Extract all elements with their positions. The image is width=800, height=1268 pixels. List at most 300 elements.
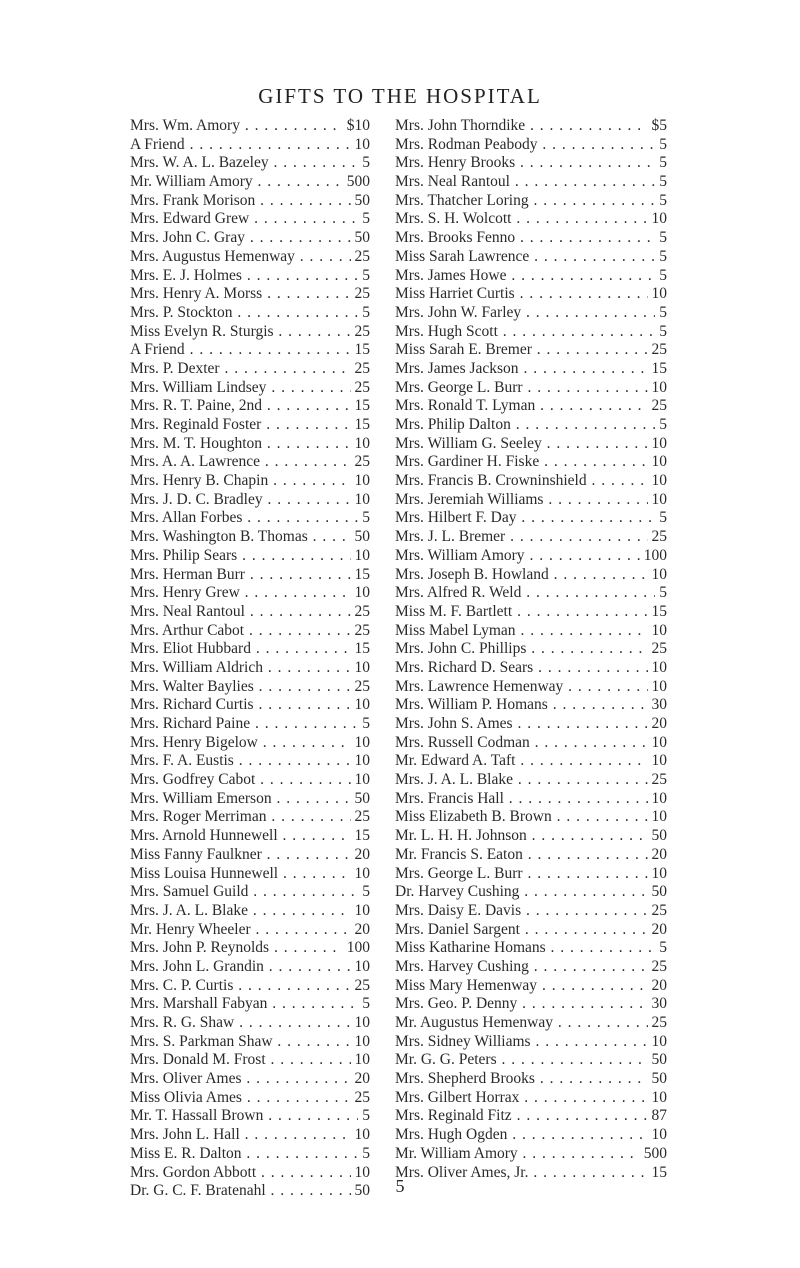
donor-name: Mrs. Henry Grew . . . (130, 584, 370, 603)
donor-name: Mrs. Frank Morison . . . (130, 192, 370, 211)
donor-name: Mrs. Thatcher Loring . . . (395, 192, 667, 211)
donor-row (395, 547, 667, 566)
donor-name: Mrs. Herman Burr . . . (130, 566, 370, 585)
donor-name: Mrs. Daisy E. Davis . . . (395, 902, 667, 921)
donor-row (130, 902, 370, 921)
donor-name: Mrs. William Lindsey . . . (130, 379, 370, 398)
donor-name: Mrs. Henry B. Chapin . . . (130, 472, 370, 491)
donation-amount: 20 (648, 977, 668, 996)
donor-name: Mrs. Alfred R. Weld . . . (395, 584, 667, 603)
donation-amount: 15 (648, 603, 668, 622)
donation-amount: 10 (648, 472, 668, 491)
donor-row (395, 1126, 667, 1145)
donor-name: Mrs. William Emerson . . . (130, 790, 370, 809)
donation-amount: 30 (648, 995, 668, 1014)
donation-amount: 50 (351, 1182, 371, 1201)
donation-amount: 10 (351, 1033, 371, 1052)
donation-amount: 10 (351, 958, 371, 977)
donor-row (395, 659, 667, 678)
donor-row (395, 715, 667, 734)
donation-amount: 5 (655, 173, 667, 192)
donor-name: Mrs. Walter Baylies . . . (130, 678, 370, 697)
donor-name: Mrs. Rodman Peabody . . . (395, 136, 667, 155)
donor-row (130, 1145, 370, 1164)
donor-row (395, 678, 667, 697)
donor-row (395, 397, 667, 416)
donor-row (130, 640, 370, 659)
donation-amount: 25 (648, 771, 668, 790)
donation-amount: 25 (648, 1014, 668, 1033)
donor-row (130, 509, 370, 528)
donation-amount: 10 (648, 435, 668, 454)
donation-amount: 50 (648, 1070, 668, 1089)
donor-name: Mr. Henry Wheeler . . . (130, 921, 370, 940)
donation-amount: 10 (351, 902, 371, 921)
donor-row (395, 603, 667, 622)
donation-amount: 15 (648, 360, 668, 379)
donor-row (395, 528, 667, 547)
donation-amount: 10 (648, 285, 668, 304)
donor-row (395, 379, 667, 398)
donor-name: Mrs. William G. Seeley . . . (395, 435, 667, 454)
donation-amount: 50 (351, 528, 371, 547)
donor-row (130, 827, 370, 846)
page-title: GIFTS TO THE HOSPITAL (258, 84, 542, 108)
donor-row (130, 173, 370, 192)
donation-amount: $5 (648, 117, 668, 136)
donation-amount: 25 (351, 808, 371, 827)
donor-row (395, 267, 667, 286)
donor-name: Mr. Augustus Hemenway . . . (395, 1014, 667, 1033)
donor-row (395, 136, 667, 155)
donor-row (395, 435, 667, 454)
donation-amount: 5 (655, 136, 667, 155)
donation-amount: 10 (351, 734, 371, 753)
donation-amount: 5 (655, 509, 667, 528)
donation-amount: 10 (648, 622, 668, 641)
donation-amount: 10 (648, 453, 668, 472)
donor-name: Mrs. Henry Bigelow . . . (130, 734, 370, 753)
donor-name: Miss Elizabeth B. Brown . . . (395, 808, 667, 827)
donor-row (395, 1070, 667, 1089)
donation-amount: 25 (351, 360, 371, 379)
donation-amount: 20 (351, 846, 371, 865)
donor-row (395, 808, 667, 827)
donor-name: Mrs. Washington B. Thomas . . . (130, 528, 370, 547)
donation-amount: 500 (343, 173, 370, 192)
donor-name: Mrs. Harvey Cushing . . . (395, 958, 667, 977)
donation-amount: 5 (655, 229, 667, 248)
donor-name: Mr. T. Hassall Brown . . . (130, 1107, 370, 1126)
donation-amount: 10 (648, 1126, 668, 1145)
donation-amount: 5 (358, 995, 370, 1014)
donor-name: Mrs. Shepherd Brooks . . . (395, 1070, 667, 1089)
donor-row (130, 603, 370, 622)
donation-amount: 25 (351, 379, 371, 398)
donation-amount: 10 (351, 1164, 371, 1183)
donor-row (395, 248, 667, 267)
donor-row (395, 416, 667, 435)
donor-row (130, 379, 370, 398)
donation-amount: 50 (351, 229, 371, 248)
donor-row (395, 939, 667, 958)
donor-row (130, 734, 370, 753)
donor-name: Mrs. Oliver Ames, Jr. . . . (395, 1164, 667, 1183)
donor-row (395, 154, 667, 173)
donor-row (130, 248, 370, 267)
donor-name: Mrs. Roger Merriman . . . (130, 808, 370, 827)
donor-row (395, 491, 667, 510)
donor-name: Mrs. John P. Reynolds . . . (130, 939, 370, 958)
donor-name: Mrs. John C. Phillips . . . (395, 640, 667, 659)
donation-amount: 15 (351, 341, 371, 360)
donor-row (130, 995, 370, 1014)
donation-amount: 15 (351, 397, 371, 416)
donor-row (130, 435, 370, 454)
donation-amount: 10 (351, 752, 371, 771)
donation-amount: 10 (648, 678, 668, 697)
donor-name: Mrs. S. Parkman Shaw . . . (130, 1033, 370, 1052)
donation-amount: 5 (358, 304, 370, 323)
donor-name: Mrs. John W. Farley . . . (395, 304, 667, 323)
donation-amount: 10 (648, 752, 668, 771)
donor-name: Mrs. F. A. Eustis . . . (130, 752, 370, 771)
donor-row (130, 566, 370, 585)
donor-row (395, 734, 667, 753)
donor-name: A Friend . . . (130, 341, 370, 360)
donor-name: Dr. G. C. F. Bratenahl . . . (130, 1182, 370, 1201)
donation-amount: 30 (648, 696, 668, 715)
donor-row (130, 622, 370, 641)
donor-name: Mrs. George L. Burr . . . (395, 379, 667, 398)
donor-name: Mrs. W. A. L. Bazeley . . . (130, 154, 370, 173)
donor-name: Mrs. Oliver Ames . . . (130, 1070, 370, 1089)
donor-name: Mrs. J. A. L. Blake . . . (395, 771, 667, 790)
donor-row (130, 117, 370, 136)
donation-amount: 10 (648, 566, 668, 585)
donation-amount: 5 (655, 939, 667, 958)
donor-name: Mrs. John L. Grandin . . . (130, 958, 370, 977)
donor-row (395, 883, 667, 902)
donor-row (395, 360, 667, 379)
donor-name: Mr. Francis S. Eaton . . . (395, 846, 667, 865)
donor-row (395, 229, 667, 248)
donor-row (130, 584, 370, 603)
donor-name: Mrs. Gordon Abbott . . . (130, 1164, 370, 1183)
donor-name: Mrs. S. H. Wolcott . . . (395, 210, 667, 229)
donation-amount: 10 (351, 865, 371, 884)
donation-amount: 10 (351, 435, 371, 454)
donor-row (395, 472, 667, 491)
donation-amount: 15 (351, 827, 371, 846)
donor-name: Mrs. William Aldrich . . . (130, 659, 370, 678)
donor-row (130, 1089, 370, 1108)
donor-row (130, 696, 370, 715)
donation-amount: 10 (351, 491, 371, 510)
donor-name: Mrs. Reginald Foster . . . (130, 416, 370, 435)
donor-row (130, 883, 370, 902)
donation-amount: 5 (358, 154, 370, 173)
donor-name: Mrs. E. J. Holmes . . . (130, 267, 370, 286)
donor-row (395, 902, 667, 921)
donor-name: Mrs. Sidney Williams . . . (395, 1033, 667, 1052)
donor-row (130, 192, 370, 211)
donor-name: Mrs. John C. Gray . . . (130, 229, 370, 248)
donor-row (130, 210, 370, 229)
donor-row (130, 491, 370, 510)
donation-amount: 5 (358, 1107, 370, 1126)
donor-name: Mrs. Arnold Hunnewell . . . (130, 827, 370, 846)
donation-amount: 25 (351, 622, 371, 641)
donor-row (130, 341, 370, 360)
donor-row (130, 977, 370, 996)
donation-amount: $10 (343, 117, 370, 136)
donor-name: Mrs. P. Dexter . . . (130, 360, 370, 379)
donor-name: Mrs. William P. Homans . . . (395, 696, 667, 715)
donor-row (395, 846, 667, 865)
donor-row (130, 958, 370, 977)
donation-amount: 25 (351, 977, 371, 996)
donor-name: Mrs. Philip Sears . . . (130, 547, 370, 566)
donor-name: Mrs. J. L. Bremer . . . (395, 528, 667, 547)
donor-row (130, 1070, 370, 1089)
page-number: 5 (395, 1176, 405, 1196)
donation-amount: 10 (648, 1089, 668, 1108)
donor-row (130, 921, 370, 940)
donation-amount: 500 (640, 1145, 667, 1164)
donation-amount: 15 (351, 640, 371, 659)
donor-row (395, 622, 667, 641)
donation-amount: 10 (648, 734, 668, 753)
donor-row (395, 696, 667, 715)
donor-name: Mrs. John Thorndike . . . (395, 117, 667, 136)
donor-name: Mrs. Richard Paine . . . (130, 715, 370, 734)
donor-name: Mrs. Arthur Cabot . . . (130, 622, 370, 641)
donation-amount: 15 (648, 1164, 668, 1183)
donor-name: Mrs. Allan Forbes . . . (130, 509, 370, 528)
donation-amount: 5 (358, 509, 370, 528)
donor-name: Mrs. M. T. Houghton . . . (130, 435, 370, 454)
donation-amount: 25 (351, 323, 371, 342)
donation-amount: 10 (351, 584, 371, 603)
donor-name: Mrs. Richard D. Sears . . . (395, 659, 667, 678)
donation-amount: 100 (343, 939, 370, 958)
donor-name: Mrs. Francis B. Crowninshield . . . (395, 472, 667, 491)
donor-row (395, 285, 667, 304)
donation-amount: 25 (351, 285, 371, 304)
donation-amount: 10 (351, 1051, 371, 1070)
donation-amount: 20 (351, 921, 371, 940)
donation-amount: 20 (351, 1070, 371, 1089)
donor-name: Mrs. Godfrey Cabot . . . (130, 771, 370, 790)
donation-amount: 5 (655, 416, 667, 435)
donor-name: Mrs. Ronald T. Lyman . . . (395, 397, 667, 416)
donor-name: Mrs. George L. Burr . . . (395, 865, 667, 884)
donor-row (395, 827, 667, 846)
donor-name: Mrs. Gilbert Horrax . . . (395, 1089, 667, 1108)
donor-name: Mrs. Russell Codman . . . (395, 734, 667, 753)
donor-name: Mrs. Henry Brooks . . . (395, 154, 667, 173)
donor-row (395, 977, 667, 996)
donor-name: Mr. L. H. H. Johnson . . . (395, 827, 667, 846)
donor-row (130, 678, 370, 697)
donation-amount: 25 (351, 603, 371, 622)
donor-name: Mrs. James Jackson . . . (395, 360, 667, 379)
donor-row (395, 192, 667, 211)
donation-amount: 10 (351, 1126, 371, 1145)
donor-row (130, 939, 370, 958)
donor-name: Mrs. P. Stockton . . . (130, 304, 370, 323)
donor-name: Mrs. Daniel Sargent . . . (395, 921, 667, 940)
donor-name: Miss Louisa Hunnewell . . . (130, 865, 370, 884)
donation-amount: 10 (351, 696, 371, 715)
donor-row (395, 921, 667, 940)
donation-amount: 10 (648, 808, 668, 827)
donor-row (130, 1107, 370, 1126)
donor-name: Miss E. R. Dalton . . . (130, 1145, 370, 1164)
donation-amount: 5 (358, 210, 370, 229)
donor-row (395, 323, 667, 342)
donor-name: Mrs. Gardiner H. Fiske . . . (395, 453, 667, 472)
donor-name: Mrs. Richard Curtis . . . (130, 696, 370, 715)
donation-amount: 5 (358, 267, 370, 286)
donor-name: Mrs. Edward Grew . . . (130, 210, 370, 229)
donor-name: Miss Fanny Faulkner . . . (130, 846, 370, 865)
donor-row (395, 1033, 667, 1052)
donor-name: Mrs. C. P. Curtis . . . (130, 977, 370, 996)
donor-row (395, 341, 667, 360)
donor-row (130, 790, 370, 809)
donor-name: Mrs. J. D. C. Bradley . . . (130, 491, 370, 510)
donor-name: Mrs. A. A. Lawrence . . . (130, 453, 370, 472)
donor-name: Miss Mary Hemenway . . . (395, 977, 667, 996)
donor-row (395, 566, 667, 585)
donation-amount: 25 (648, 640, 668, 659)
donation-amount: 25 (648, 397, 668, 416)
donation-amount: 5 (655, 584, 667, 603)
donor-name: Mrs. John L. Hall . . . (130, 1126, 370, 1145)
donation-amount: 50 (648, 1051, 668, 1070)
donor-name: Miss Katharine Homans . . . (395, 939, 667, 958)
donation-amount: 25 (648, 902, 668, 921)
donor-name: Mrs. Marshall Fabyan . . . (130, 995, 370, 1014)
donor-row (395, 1051, 667, 1070)
donation-amount: 10 (648, 790, 668, 809)
donor-row (395, 210, 667, 229)
donor-row (130, 1126, 370, 1145)
donation-amount: 50 (648, 883, 668, 902)
donor-row (130, 715, 370, 734)
donor-name: Mrs. Reginald Fitz . . . (395, 1107, 667, 1126)
donation-amount: 100 (640, 547, 667, 566)
donor-row (395, 995, 667, 1014)
donor-name: Mrs. Lawrence Hemenway . . . (395, 678, 667, 697)
donor-row (130, 865, 370, 884)
donor-row (130, 659, 370, 678)
donor-name: Mrs. Henry A. Morss . . . (130, 285, 370, 304)
donation-amount: 50 (351, 790, 371, 809)
donation-amount: 10 (648, 491, 668, 510)
donation-amount: 10 (351, 659, 371, 678)
donor-row (130, 528, 370, 547)
donor-name: Mrs. R. G. Shaw . . . (130, 1014, 370, 1033)
donor-name: Mrs. Neal Rantoul . . . (130, 603, 370, 622)
donor-row (395, 865, 667, 884)
donation-amount: 10 (351, 771, 371, 790)
donor-name: Mrs. Brooks Fenno . . . (395, 229, 667, 248)
donor-row (130, 397, 370, 416)
donation-amount: 5 (358, 883, 370, 902)
donor-row (395, 117, 667, 136)
donation-amount: 20 (648, 846, 668, 865)
donor-name: Miss M. F. Bartlett . . . (395, 603, 667, 622)
donation-amount: 15 (351, 416, 371, 435)
donor-row (130, 360, 370, 379)
donation-amount: 50 (648, 827, 668, 846)
donor-name: Mrs. John S. Ames . . . (395, 715, 667, 734)
donation-amount: 5 (655, 248, 667, 267)
donor-name: Miss Olivia Ames . . . (130, 1089, 370, 1108)
donor-name: Mrs. Hugh Ogden . . . (395, 1126, 667, 1145)
donor-row (395, 173, 667, 192)
donor-name: Mr. William Amory . . . (130, 173, 370, 192)
donation-amount: 15 (351, 566, 371, 585)
donor-name: Mrs. William Amory . . . (395, 547, 667, 566)
donor-name: Mrs. Augustus Hemenway . . . (130, 248, 370, 267)
donor-name: Miss Sarah Lawrence . . . (395, 248, 667, 267)
donor-row (130, 1033, 370, 1052)
donation-amount: 25 (351, 453, 371, 472)
donor-row (130, 304, 370, 323)
donation-amount: 20 (648, 715, 668, 734)
donor-name: Miss Sarah E. Bremer . . . (395, 341, 667, 360)
donor-name: Mrs. Francis Hall . . . (395, 790, 667, 809)
donor-name: Mr. William Amory . . . (395, 1145, 667, 1164)
donor-name: Mrs. Samuel Guild . . . (130, 883, 370, 902)
donation-amount: 25 (648, 958, 668, 977)
donor-name: Mrs. R. T. Paine, 2nd . . . (130, 397, 370, 416)
donor-name: Mrs. Geo. P. Denny . . . (395, 995, 667, 1014)
donation-amount: 87 (648, 1107, 668, 1126)
donor-row (395, 1014, 667, 1033)
donor-row (395, 640, 667, 659)
donor-row (130, 267, 370, 286)
donation-amount: 5 (655, 192, 667, 211)
donation-amount: 5 (655, 304, 667, 323)
donation-amount: 25 (648, 341, 668, 360)
donor-name: Mrs. Eliot Hubbard . . . (130, 640, 370, 659)
donation-amount: 10 (648, 865, 668, 884)
donation-amount: 10 (648, 1033, 668, 1052)
donation-amount: 5 (655, 323, 667, 342)
donation-amount: 25 (351, 678, 371, 697)
donor-row (130, 285, 370, 304)
donor-row (395, 771, 667, 790)
donor-row (130, 1051, 370, 1070)
donor-row (395, 1089, 667, 1108)
donor-row (395, 1107, 667, 1126)
donor-name: Mrs. Hilbert F. Day . . . (395, 509, 667, 528)
donation-amount: 10 (648, 659, 668, 678)
donor-name: Mrs. Wm. Amory . . . (130, 117, 370, 136)
donor-name: Mrs. Hugh Scott . . . (395, 323, 667, 342)
donor-name: Mr. Edward A. Taft . . . (395, 752, 667, 771)
donor-name: A Friend . . . (130, 136, 370, 155)
donor-row (130, 154, 370, 173)
donor-row (130, 1014, 370, 1033)
donor-name: Mrs. Neal Rantoul . . . (395, 173, 667, 192)
donor-name: Dr. Harvey Cushing . . . (395, 883, 667, 902)
